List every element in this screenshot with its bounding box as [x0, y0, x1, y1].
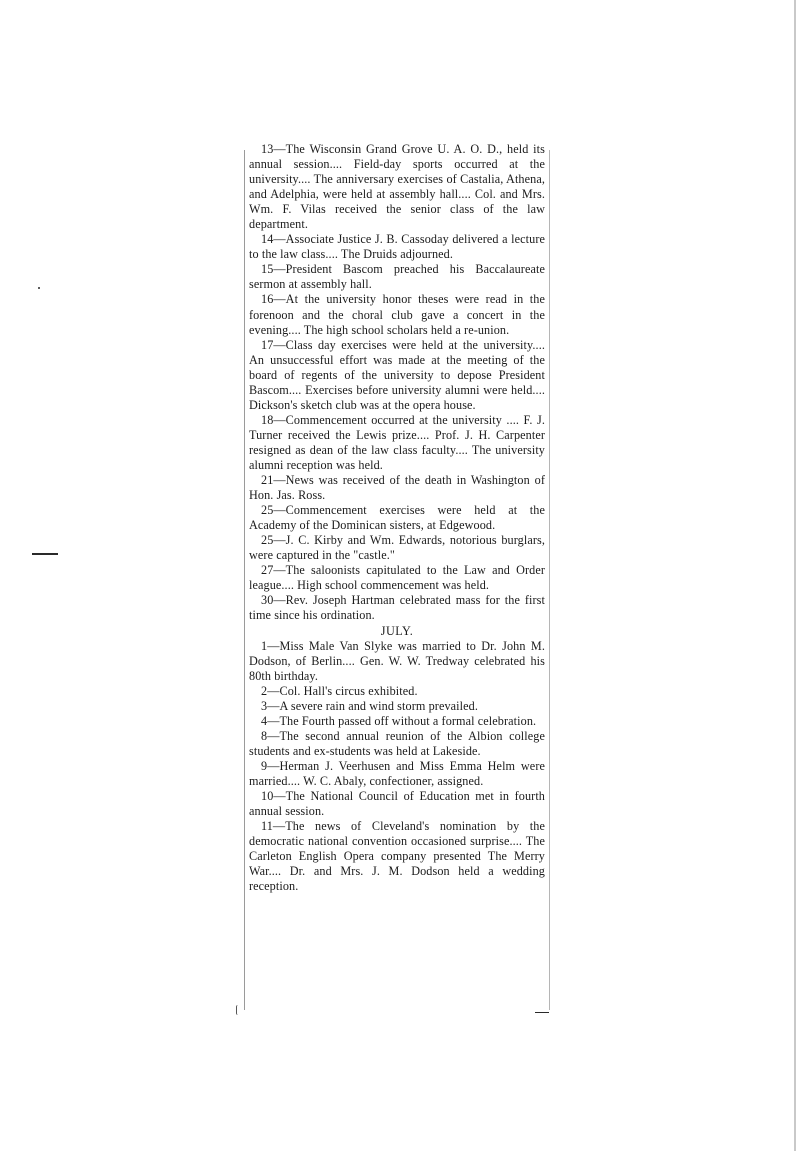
clipping-left-border [244, 150, 245, 1010]
entry-june-27: 27—The saloonists capitulated to the Law and Order league.... High school commencement was held. [249, 563, 545, 593]
entry-july-9: 9—Herman J. Veerhusen and Miss Emma Helm were married.... W. C. Abaly, confectioner, assigned. [249, 758, 545, 788]
page-edge [794, 0, 796, 1151]
entry-june-25-burglars: 25—J. C. Kirby and Wm. Edwards, notorious burglars, were captured in the "castle." [249, 533, 545, 563]
newspaper-clipping [249, 142, 545, 1014]
stray-mark-dot [38, 287, 40, 289]
entry-july-4: 4—The Fourth passed off without a formal celebration. [261, 713, 537, 728]
entry-june-21: 21—News was received of the death in Washington of Hon. Jas. Ross. [249, 473, 545, 503]
clipping-right-border [549, 150, 550, 1010]
entry-june-25-edgewood: 25—Commencement exercises were held at the Academy of the Dominican sisters, at Edgewood. [249, 503, 545, 533]
entry-june-15: 15—President Bascom preached his Baccalaureate sermon at assembly hall. [249, 262, 545, 292]
entry-july-1: 1—Miss Male Van Slyke was married to Dr. John M. Dodson, of Berlin.... Gen. W. W. Tredway celebrated his 80th birthday. [249, 638, 545, 683]
entry-june-18: 18—Commencement occurred at the university .... F. J. Turner received the Lewis prize.... Prof. J. H. Carpenter resigned as dean of the law class faculty.... The university alumni reception was held. [249, 412, 545, 472]
month-heading-july: JULY. [380, 623, 414, 638]
stray-mark-dash [32, 553, 58, 555]
entry-june-16: 16—At the university honor theses were read in the forenoon and the choral club gave a concert in the evening.... The high school scholars held a re-union. [249, 292, 545, 337]
entry-june-30: 30—Rev. Joseph Hartman celebrated mass for the first time since his ordination. [249, 593, 545, 623]
entry-july-2: 2—Col. Hall's circus exhibited. [261, 683, 418, 698]
stray-mark-margin [236, 1005, 240, 1015]
entry-july-10: 10—The National Council of Education met in fourth annual session. [249, 789, 545, 819]
entry-june-14: 14—Associate Justice J. B. Cassoday delivered a lecture to the law class.... The Druids adjourned. [249, 232, 545, 262]
entry-june-13: 13—The Wisconsin Grand Grove U. A. O. D., held its annual session.... Field-day sports occurred at the university.... The anniversary exercises of Castalia, Athena, and Adelphia, were held at assembly hall.... Col. and Mrs. Wm. F. Vilas received the senior class of the law department. [249, 142, 545, 232]
entry-july-3: 3—A severe rain and wind storm prevailed. [261, 698, 478, 713]
entry-july-11: 11—The news of Cleveland's nomination by the democratic national convention occasioned surprise.... The Carleton English Opera company presented The Merry War.... Dr. and Mrs. J. M. Dodson held a wedding reception. [249, 819, 545, 894]
entry-june-17: 17—Class day exercises were held at the university.... An unsuccessful effort was made at the meeting of the board of regents of the university to depose President Bascom.... Exercises before university alumni were held.... Dickson's sketch club was at the opera house. [249, 337, 545, 412]
entry-july-8: 8—The second annual reunion of the Albion college students and ex-students was held at Lakeside. [249, 728, 545, 758]
